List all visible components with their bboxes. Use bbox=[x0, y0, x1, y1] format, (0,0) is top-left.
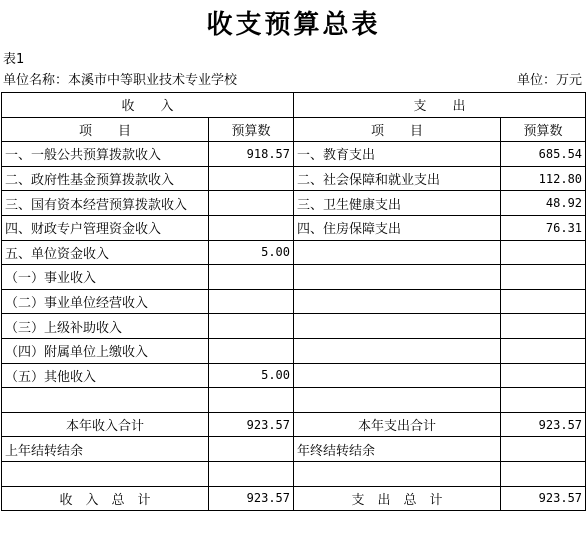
income-budget-header: 预算数 bbox=[209, 117, 294, 142]
income-item: （五）其他收入 bbox=[2, 363, 209, 388]
expense-grand-total-value: 923.57 bbox=[501, 486, 586, 511]
table-row bbox=[2, 265, 586, 290]
expense-item bbox=[294, 265, 501, 290]
income-value: 5.00 bbox=[209, 363, 294, 388]
expense-value: 685.54 bbox=[501, 142, 586, 167]
income-value bbox=[209, 388, 294, 413]
table-row bbox=[2, 166, 586, 191]
budget-table bbox=[1, 92, 586, 511]
table-row bbox=[2, 142, 586, 167]
expense-value bbox=[501, 265, 586, 290]
income-value: 918.57 bbox=[209, 142, 294, 167]
income-grand-total-label: 收 入 总 计 bbox=[2, 486, 209, 511]
year-income-total-value: 923.57 bbox=[209, 412, 294, 437]
income-value bbox=[209, 215, 294, 240]
income-item: （四）附属单位上缴收入 bbox=[2, 338, 209, 363]
income-value bbox=[209, 166, 294, 191]
expense-item: 一、教育支出 bbox=[294, 142, 501, 167]
expense-value bbox=[501, 240, 586, 265]
expense-item bbox=[294, 314, 501, 339]
year-end-carryover-label: 年终结转结余 bbox=[294, 437, 501, 462]
expense-item bbox=[294, 363, 501, 388]
expense-value: 112.80 bbox=[501, 166, 586, 191]
year-expense-total-label: 本年支出合计 bbox=[294, 412, 501, 437]
section-header-row bbox=[2, 93, 586, 118]
table-row bbox=[2, 314, 586, 339]
expense-item bbox=[294, 240, 501, 265]
prior-year-carryover-label: 上年结转结余 bbox=[2, 437, 209, 462]
currency-unit: 单位：万元 bbox=[516, 73, 582, 88]
table-row bbox=[2, 363, 586, 388]
income-item: 五、单位资金收入 bbox=[2, 240, 209, 265]
expense-budget-header: 预算数 bbox=[501, 117, 586, 142]
expense-value bbox=[501, 363, 586, 388]
income-item: 三、国有资本经营预算拨款收入 bbox=[2, 191, 209, 216]
page-title: 收支预算总表 bbox=[206, 10, 381, 40]
income-value bbox=[209, 338, 294, 363]
income-item: （三）上级补助收入 bbox=[2, 314, 209, 339]
income-item: 二、政府性基金预算拨款收入 bbox=[2, 166, 209, 191]
income-header: 收 入 bbox=[2, 93, 294, 118]
income-value bbox=[209, 289, 294, 314]
expense-item: 二、社会保障和就业支出 bbox=[294, 166, 501, 191]
income-item bbox=[2, 388, 209, 413]
income-value: 5.00 bbox=[209, 240, 294, 265]
expense-item-header: 项 目 bbox=[294, 117, 501, 142]
expense-item bbox=[294, 388, 501, 413]
prior-year-carryover-value bbox=[209, 437, 294, 462]
income-item: （一）事业收入 bbox=[2, 265, 209, 290]
income-item: （二）事业单位经营收入 bbox=[2, 289, 209, 314]
empty-cell bbox=[209, 461, 294, 486]
expense-grand-total-label: 支 出 总 计 bbox=[294, 486, 501, 511]
table-row bbox=[2, 338, 586, 363]
expense-value bbox=[501, 314, 586, 339]
expense-item: 三、卫生健康支出 bbox=[294, 191, 501, 216]
expense-item: 四、住房保障支出 bbox=[294, 215, 501, 240]
table-row bbox=[2, 461, 586, 486]
expense-item bbox=[294, 289, 501, 314]
expense-value: 48.92 bbox=[501, 191, 586, 216]
expense-value bbox=[501, 338, 586, 363]
empty-cell bbox=[2, 461, 209, 486]
expense-item bbox=[294, 338, 501, 363]
year-end-carryover-value bbox=[501, 437, 586, 462]
expense-value bbox=[501, 289, 586, 314]
income-item: 一、一般公共预算拨款收入 bbox=[2, 142, 209, 167]
empty-cell bbox=[501, 461, 586, 486]
expense-value: 76.31 bbox=[501, 215, 586, 240]
grand-total-row bbox=[2, 486, 586, 511]
table-row bbox=[2, 191, 586, 216]
column-header-row bbox=[2, 117, 586, 142]
table-row bbox=[2, 388, 586, 413]
expense-header: 支 出 bbox=[294, 93, 586, 118]
income-item: 四、财政专户管理资金收入 bbox=[2, 215, 209, 240]
expense-value bbox=[501, 388, 586, 413]
income-value bbox=[209, 265, 294, 290]
carry-over-row bbox=[2, 437, 586, 462]
empty-cell bbox=[294, 461, 501, 486]
income-value bbox=[209, 191, 294, 216]
table-row bbox=[2, 215, 586, 240]
income-item-header: 项 目 bbox=[2, 117, 209, 142]
table-row bbox=[2, 240, 586, 265]
table-row bbox=[2, 289, 586, 314]
income-value bbox=[209, 314, 294, 339]
table-number: 表1 bbox=[3, 52, 25, 67]
year-income-total-label: 本年收入合计 bbox=[2, 412, 209, 437]
year-expense-total-value: 923.57 bbox=[501, 412, 586, 437]
income-grand-total-value: 923.57 bbox=[209, 486, 294, 511]
unit-name: 单位名称：本溪市中等职业技术专业学校 bbox=[3, 73, 238, 88]
year-total-row bbox=[2, 412, 586, 437]
